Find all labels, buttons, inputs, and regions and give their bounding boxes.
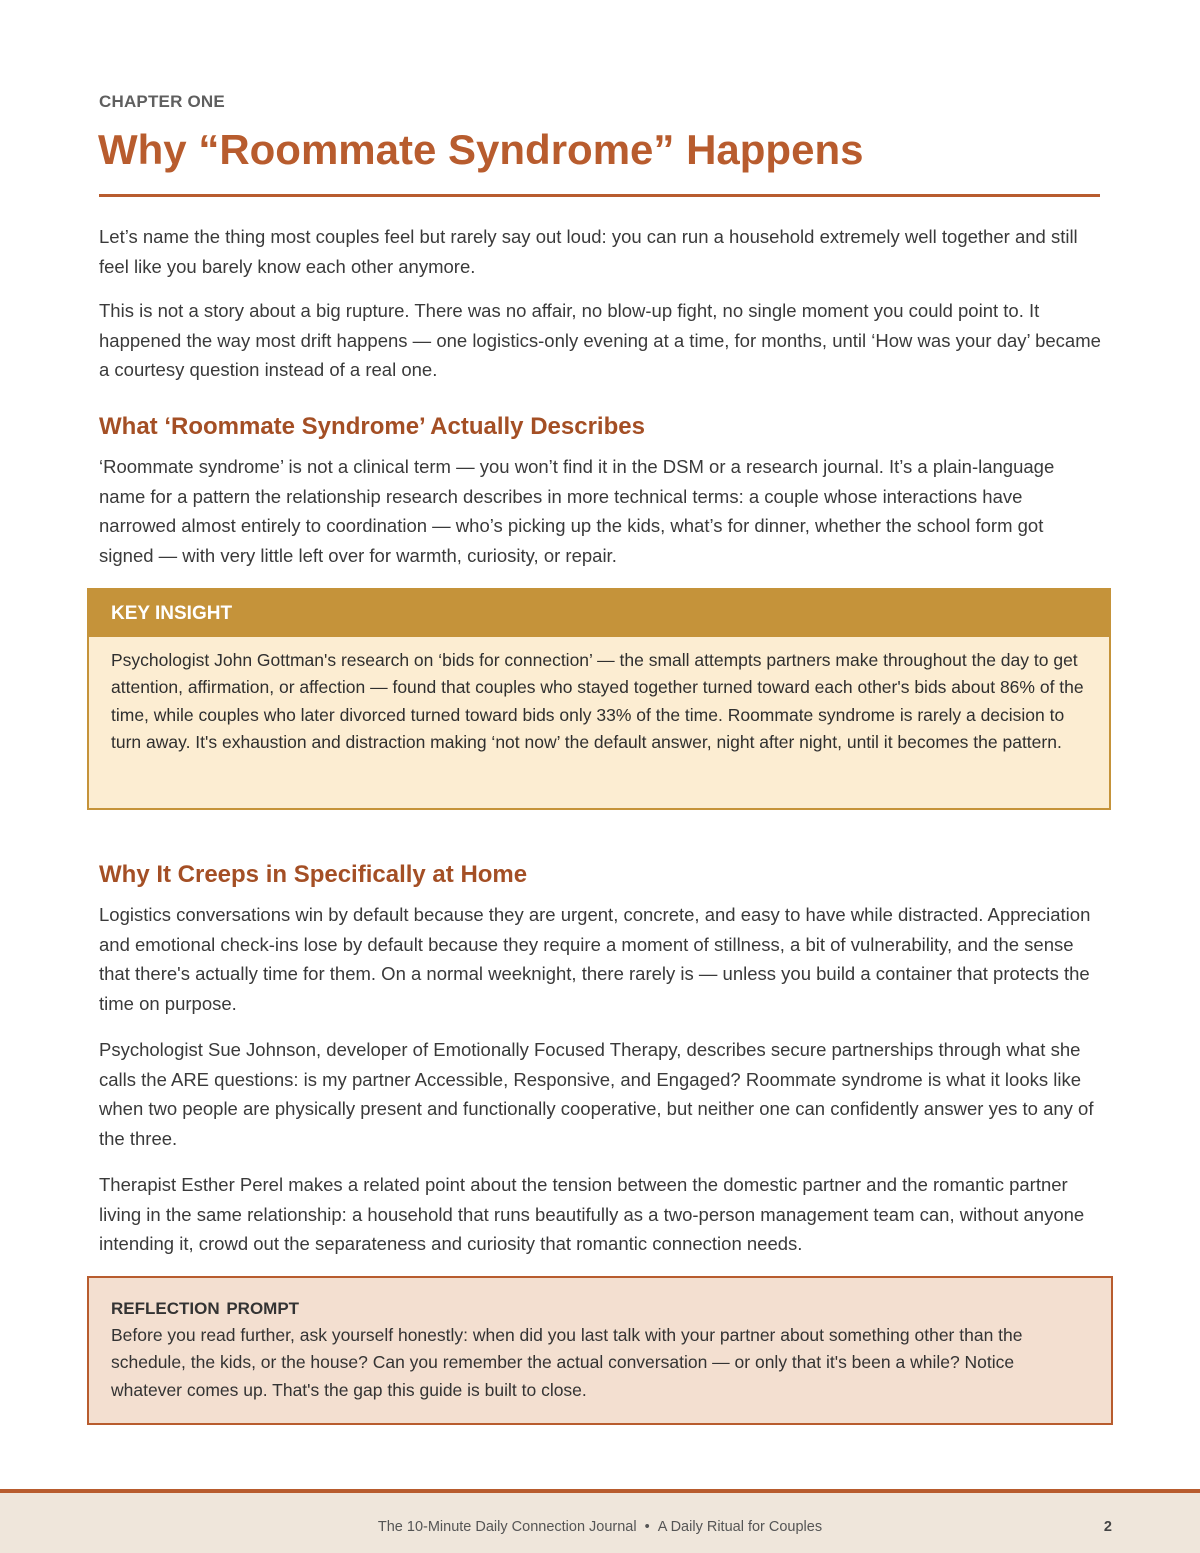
footer-book-title: The 10-Minute Daily Connection Journal [377, 1519, 637, 1535]
section-heading-what: What ‘Roommate Syndrome’ Actually Describes [99, 413, 645, 440]
key-insight-body: Psychologist John Gottman's research on ‘bids for connection’ — the small attempts partners make throughout the day to get attention, affirmation, or affection — found that couples who stayed together turned toward each other's bids about 86% of the time, while couples who later divorced turned toward bids only 33% of the time. Roommate syndrome is rarely a decision to turn away. It's exhaustion and distraction making ‘not now’ the default answer, night after night, until it becomes the pattern. [111, 650, 1084, 752]
section-why-paragraph-1: Logistics conversations win by default because they are urgent, concrete, and easy to have while distracted. Appreciation and emotional check-ins lose by default because they require a moment of stillness, a bit of vulnerability, and the sense that there's actually time for them. On a normal weeknight, there rarely is — unless you build a container that protects the time on purpose. [99, 904, 1091, 1015]
section-what-paragraph: ‘Roommate syndrome’ is not a clinical term — you won’t find it in the DSM or a research journal. It’s a plain-language name for a pattern the relationship research describes in more technical terms: a couple whose interactions have narrowed almost entirely to coordination — who’s picking up the kids, what’s for dinner, whether the school form got signed — with very little left over for warmth, curiosity, or repair. [99, 456, 1055, 567]
chapter-label: CHAPTER ONE [99, 92, 225, 111]
intro-paragraph-2: This is not a story about a big rupture. There was no affair, no blow-up fight, no single moment you could point to. It happened the way most drift happens — one logistics-only evening at a time, for months, until ‘How was your day’ became a courtesy question instead of a real one. [99, 300, 1101, 381]
footer-separator: • [644, 1519, 650, 1535]
footer-text [0, 1519, 1200, 1535]
intro-paragraph-1: Let’s name the thing most couples feel but rarely say out loud: you can run a household extremely well together and still feel like you barely know each other anymore. [99, 226, 1078, 277]
section-why-paragraph-2: Psychologist Sue Johnson, developer of Emotionally Focused Therapy, describes secure partnerships through what she calls the ARE questions: is my partner Accessible, Responsive, and Engaged? Roommate syndrome is what it looks like when two people are physically present and functionally cooperative, but neither one can confidently answer yes to any of the three. [99, 1039, 1094, 1150]
section-why-paragraph-3: Therapist Esther Perel makes a related point about the tension between the domestic partner and the romantic partner living in the same relationship: a household that runs beautifully as a two-person management team can, without anyone intending it, crowd out the separateness and curiosity that romantic connection needs. [99, 1174, 1085, 1255]
reflection-prompt-callout [87, 1276, 1113, 1425]
page-footer [0, 1489, 1200, 1553]
footer-subtitle: A Daily Ritual for Couples [657, 1519, 823, 1535]
key-insight-callout [87, 588, 1111, 810]
page-number: 2 [1103, 1519, 1112, 1535]
reflection-prompt-body: Before you read further, ask yourself honestly: when did you last talk with your partner about something other than the schedule, the kids, or the house? Can you remember the actual conversation — or only that it's been a while? Notice whatever comes up. That's the gap this guide is built to close. [111, 1325, 1023, 1400]
title-divider [99, 194, 1100, 197]
section-heading-why: Why It Creeps in Specifically at Home [99, 861, 528, 888]
key-insight-label: KEY INSIGHT [89, 590, 1109, 637]
chapter-title: Why “Roommate Syndrome” Happens [98, 126, 864, 173]
reflection-prompt-label: REFLECTION PROMPT [111, 1299, 300, 1318]
